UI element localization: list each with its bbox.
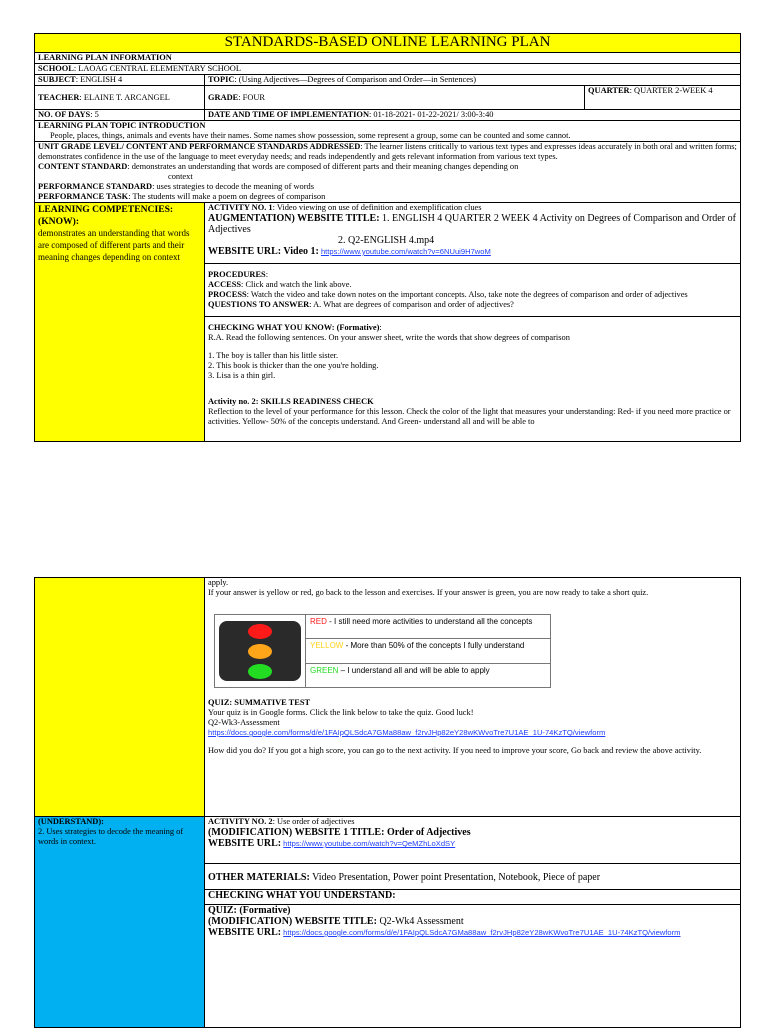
checking-understand-cell: CHECKING WHAT YOU UNDERSTAND: [205, 889, 741, 904]
understand-label: (UNDERSTAND): [38, 817, 104, 826]
competencies-label: LEARNING COMPETENCIES: [38, 204, 174, 215]
topic-intro-cell: LEARNING PLAN TOPIC INTRODUCTION People, places, things, animals and events have their names. Some names show possession, some represent a group, some can be counted and some cannot. [35, 121, 741, 142]
legend-yellow: YELLOW - More than 50% of the concepts I fully understand [306, 639, 550, 663]
traffic-light-legend [305, 615, 550, 687]
know-label: (KNOW): [38, 216, 80, 227]
yellow-light [248, 644, 272, 659]
competencies-understand-cell [35, 817, 205, 1028]
procedures-cell: PROCEDURES: ACCESS: Click and watch the link above. PROCESS: Watch the video and take down notes on the important concepts. Also, take note the degrees of comparison and order of adjectives QUESTIONS TO ANSWER: A. What are degrees of comparison and order of adjectives? [205, 264, 741, 317]
formative-quiz-link[interactable]: https://docs.google.com/forms/d/e/1FAIpQLSdcA7GMa88aw_f2rvJHp82eY28wKWvoTre7U1AE_1U-74KzTQ/viewform [283, 928, 681, 937]
days-cell: NO. OF DAYS: 5 [35, 110, 205, 121]
unit-standards-text: : The learner listens critically to various text types and expresses ideas accurately in both oral and written forms; demonstrates confidence in the use of the language to meet everyday needs; and reads independently and gets relevant information from various text types. [38, 142, 737, 161]
know-text: demonstrates an understanding that words are composed of different parts and their meaning changes depending on context [38, 228, 190, 262]
other-materials-cell: OTHER MATERIALS: Video Presentation, Power point Presentation, Notebook, Piece of paper [205, 864, 741, 890]
order-of-adjectives-link[interactable]: https://www.youtube.com/watch?v=QeMZhLoXdSY [283, 839, 456, 848]
competencies-know-cell-continued [35, 578, 205, 817]
activity1-cell: ACTIVITY NO. 1: Video viewing on use of definition and exemplification clues AUGMENTATION) WEBSITE TITLE: 1. ENGLISH 4 QUARTER 2 WEEK 4 Activity on Degrees of Comparison and Order of Adjectives 2. Q2-ENGLISH 4.mp4 WEBSITE URL: Video 1: https://www.youtube.com/watch?v=6NUui9H7woM [205, 203, 741, 264]
grade-cell: GRADE: FOUR [205, 86, 585, 110]
traffic-light-image [214, 614, 551, 688]
red-light [248, 624, 272, 639]
readiness-continued-cell: apply. If your answer is yellow or red, go back to the lesson and exercises. If your answer is green, you are now ready to take a short quiz. RED - I still need more activities to understand all the concepts YELLOW - More than 50% of the concepts I fully understand GREEN – I understand all and will be able to apply QUIZ: SUMMATIVE TEST Your quiz is in Google forms. Click the link below to take the quiz. Good luck! Q2-Wk3-Assessment https://docs.google.com/forms/d/e/1FAIpQLSdcA7GMa88aw_f2rvJHp82eY28wKWvoTre7U1AE_1U-74KzTQ/viewform How did you do? If you got a high score, you can go to the next activity. If you need to improve your score, Go back and review the above activity. [205, 578, 741, 817]
checking-item: 2. This book is thicker than the one you're holding. [208, 361, 379, 370]
checking-item: 1. The boy is taller than his little sister. [208, 351, 339, 360]
quiz-formative-cell: QUIZ: (Formative) (MODIFICATION) WEBSITE TITLE: Q2-Wk4 Assessment WEBSITE URL: https://docs.google.com/forms/d/e/1FAIpQLSdcA7GMa88aw_f2rvJHp82eY28wKWvoTre7U1AE_1U-74KzTQ/viewform [205, 905, 741, 1028]
date-time-cell: DATE AND TIME OF IMPLEMENTATION: 01-18-2021- 01-22-2021/ 3:00-3:40 [205, 110, 741, 121]
unit-standards-label: UNIT GRADE LEVEL/ CONTENT AND PERFORMANCE STANDARDS ADDRESSED [38, 142, 361, 151]
green-light [248, 664, 272, 679]
activity2-cell: ACTIVITY NO. 2: Use order of adjectives (MODIFICATION) WEBSITE 1 TITLE: Order of Adjectives WEBSITE URL: https://www.youtube.com/watch?v=QeMZhLoXdSY [205, 817, 741, 864]
understand-text: 2. Uses strategies to decode the meaning of words in context. [38, 827, 184, 846]
subject-cell: SUBJECT: ENGLISH 4 [35, 75, 205, 86]
lesson-plan-table-continued [34, 577, 741, 1028]
performance-standard-label: PERFORMANCE STANDARD [38, 182, 153, 191]
summative-followup: How did you do? If you got a high score, you can go to the next activity. If you need to improve your score, Go back and review the above activity. [208, 746, 702, 755]
standards-cell: UNIT GRADE LEVEL/ CONTENT AND PERFORMANCE STANDARDS ADDRESSED: The learner listens critically to various text types and expresses ideas accurately in both oral and written forms; demonstrates confidence in the use of the language to meet everyday needs; and reads independently and gets relevant information from various text types. CONTENT STANDARD: demonstrates an understanding that words are composed of different parts and their meaning changes depending on context PERFORMANCE STANDARD: uses strategies to decode the meaning of words PERFORMANCE TASK: The students will make a poem on degrees of comparison [35, 142, 741, 203]
traffic-light-icon [219, 621, 301, 681]
document-page-1 [34, 33, 740, 442]
legend-red: RED - I still need more activities to understand all the concepts [306, 615, 550, 639]
summative-quiz-link[interactable]: https://docs.google.com/forms/d/e/1FAIpQLSdcA7GMa88aw_f2rvJHp82eY28wKWvoTre7U1AE_1U-74KzTQ/viewform [208, 728, 606, 737]
quarter-cell: QUARTER: QUARTER 2-WEEK 4 [585, 86, 741, 110]
document-page-2 [34, 577, 740, 1028]
legend-green: GREEN – I understand all and will be able to apply [310, 665, 490, 675]
school-row: SCHOOL: LAOAG CENTRAL ELEMENTARY SCHOOL [35, 64, 741, 75]
teacher-cell: TEACHER: ELAINE T. ARCANGEL [35, 86, 205, 110]
topic-intro-text: People, places, things, animals and events have their names. Some names show possession, some represent a group, some can be counted and some cannot. [50, 131, 571, 140]
document-title: STANDARDS-BASED ONLINE LEARNING PLAN [35, 34, 741, 53]
competencies-know-cell [35, 203, 205, 442]
summative-label: QUIZ: SUMMATIVE TEST [208, 698, 311, 707]
readiness-text: Reflection to the level of your performance for this lesson. Check the color of the light that measures your understanding: Red- if you need more practice or activities. Yellow- 50% of the concepts understand. And Green- understand all and will be able to [208, 407, 731, 426]
lesson-plan-table [34, 33, 741, 442]
topic-cell: TOPIC: (Using Adjectives—Degrees of Comparison and Order—in Sentences) [205, 75, 741, 86]
checking-item: 3. Lisa is a thin girl. [208, 371, 276, 380]
checking-know-cell: CHECKING WHAT YOU KNOW: (Formative): R.A. Read the following sentences. On your answer sheet, write the words that show degrees of comparison 1. The boy is taller than his little sister. 2. This book is thicker than the one you're holding. 3. Lisa is a thin girl. Activity no. 2: SKILLS READINESS CHECK Reflection to the level of your performance for this lesson. Check the color of the light that measures your understanding: Red- if you need more practice or activities. Yellow- 50% of the concepts understand. And Green- understand all and will be able to [205, 317, 741, 442]
info-header: LEARNING PLAN INFORMATION [35, 53, 741, 64]
performance-task-label: PERFORMANCE TASK [38, 192, 129, 201]
content-standard-label: CONTENT STANDARD [38, 162, 128, 171]
video1-link[interactable]: https://www.youtube.com/watch?v=6NUui9H7woM [320, 247, 491, 256]
